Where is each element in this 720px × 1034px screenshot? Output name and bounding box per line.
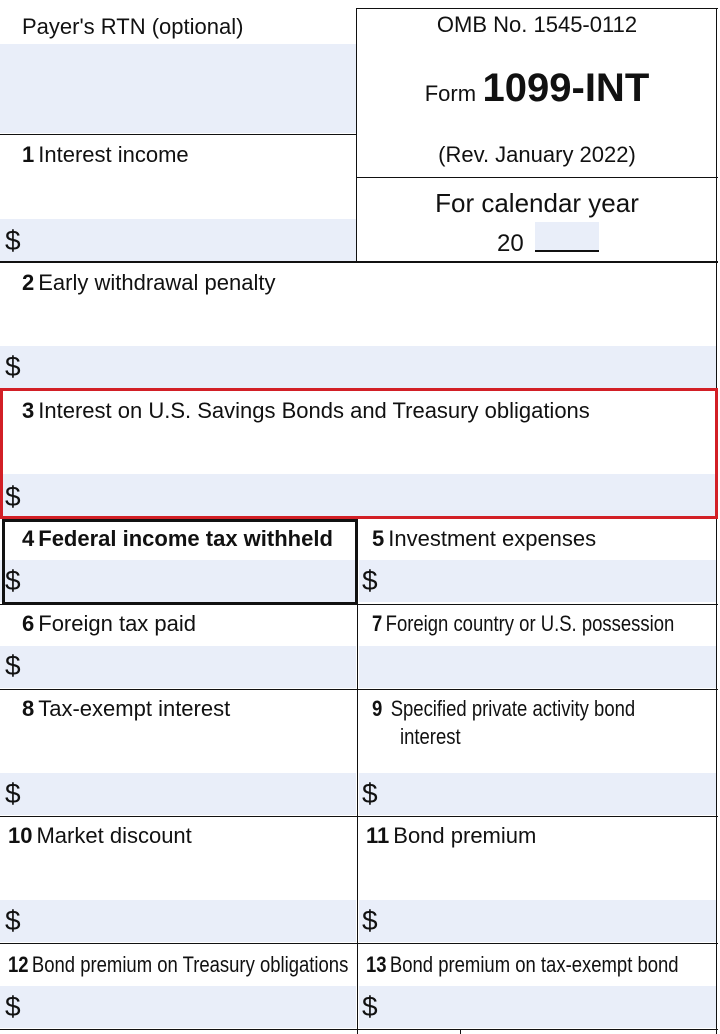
box2-field[interactable]	[0, 346, 716, 388]
dollar-sign: $	[5, 225, 21, 256]
box3-highlight	[0, 388, 718, 519]
box6-label: 6 Foreign tax paid	[22, 611, 197, 636]
box9-label-line2: interest	[400, 724, 461, 749]
divider	[0, 134, 357, 135]
box7-field[interactable]	[359, 646, 716, 688]
divider	[0, 689, 718, 690]
form-word: Form	[424, 81, 477, 106]
dollar-sign: $	[5, 991, 21, 1022]
divider	[356, 177, 718, 178]
divider	[356, 8, 357, 261]
rtn-field[interactable]	[0, 44, 356, 133]
dollar-sign: $	[362, 905, 378, 936]
form-title	[358, 66, 716, 111]
dollar-sign: $	[5, 905, 21, 936]
divider	[356, 8, 718, 9]
divider	[0, 1029, 718, 1030]
dollar-sign: $	[362, 778, 378, 809]
box12-label: 12 Bond premium on Treasury obligations	[8, 952, 349, 977]
box11-field[interactable]	[359, 900, 716, 942]
box13-label: 13 Bond premium on tax-exempt bond	[366, 952, 679, 977]
box13-field[interactable]	[359, 986, 716, 1028]
form-revision: (Rev. January 2022)	[438, 142, 636, 167]
divider	[0, 816, 718, 817]
dollar-sign: $	[362, 991, 378, 1022]
box7-label: 7 Foreign country or U.S. possession	[372, 611, 675, 636]
dollar-sign: $	[5, 778, 21, 809]
divider	[0, 261, 718, 263]
divider	[460, 1029, 461, 1034]
dollar-sign: $	[5, 565, 21, 596]
box2-label: 2 Early withdrawal penalty	[22, 270, 276, 295]
year-input[interactable]	[535, 222, 599, 252]
box10-field[interactable]	[0, 900, 356, 942]
rtn-label: Payer's RTN (optional)	[22, 14, 244, 39]
dollar-sign: $	[5, 650, 21, 681]
box4-emphasis	[2, 519, 358, 605]
box1-field[interactable]	[0, 219, 356, 261]
divider	[0, 943, 718, 944]
dollar-sign: $	[5, 351, 21, 382]
box8-label: 8 Tax-exempt interest	[22, 696, 231, 721]
divider	[0, 604, 718, 605]
box9-field[interactable]	[359, 773, 716, 815]
box8-field[interactable]	[0, 773, 356, 815]
box3-label: 3 Interest on U.S. Savings Bonds and Treasury obligations	[22, 398, 590, 423]
omb-number: OMB No. 1545-0112	[436, 12, 638, 37]
box10-label: 10 Market discount	[8, 823, 192, 848]
box11-label: 11 Bond premium	[366, 823, 537, 848]
box1-label: 1 Interest income	[22, 142, 189, 167]
calendar-year-label: For calendar year	[435, 188, 639, 218]
box5-field[interactable]	[359, 560, 716, 602]
box9-label: 9 Specified private activity bond	[372, 696, 636, 721]
box5-label: 5 Investment expenses	[372, 526, 597, 551]
dollar-sign: $	[5, 481, 21, 512]
calendar-year: 20	[497, 230, 524, 257]
box6-field[interactable]	[0, 646, 356, 688]
dollar-sign: $	[362, 565, 378, 596]
divider	[716, 8, 717, 1034]
box12-field[interactable]	[0, 986, 356, 1028]
form-number: 1099-INT	[482, 66, 650, 110]
box4-label: 4 Federal income tax withheld	[22, 526, 333, 551]
